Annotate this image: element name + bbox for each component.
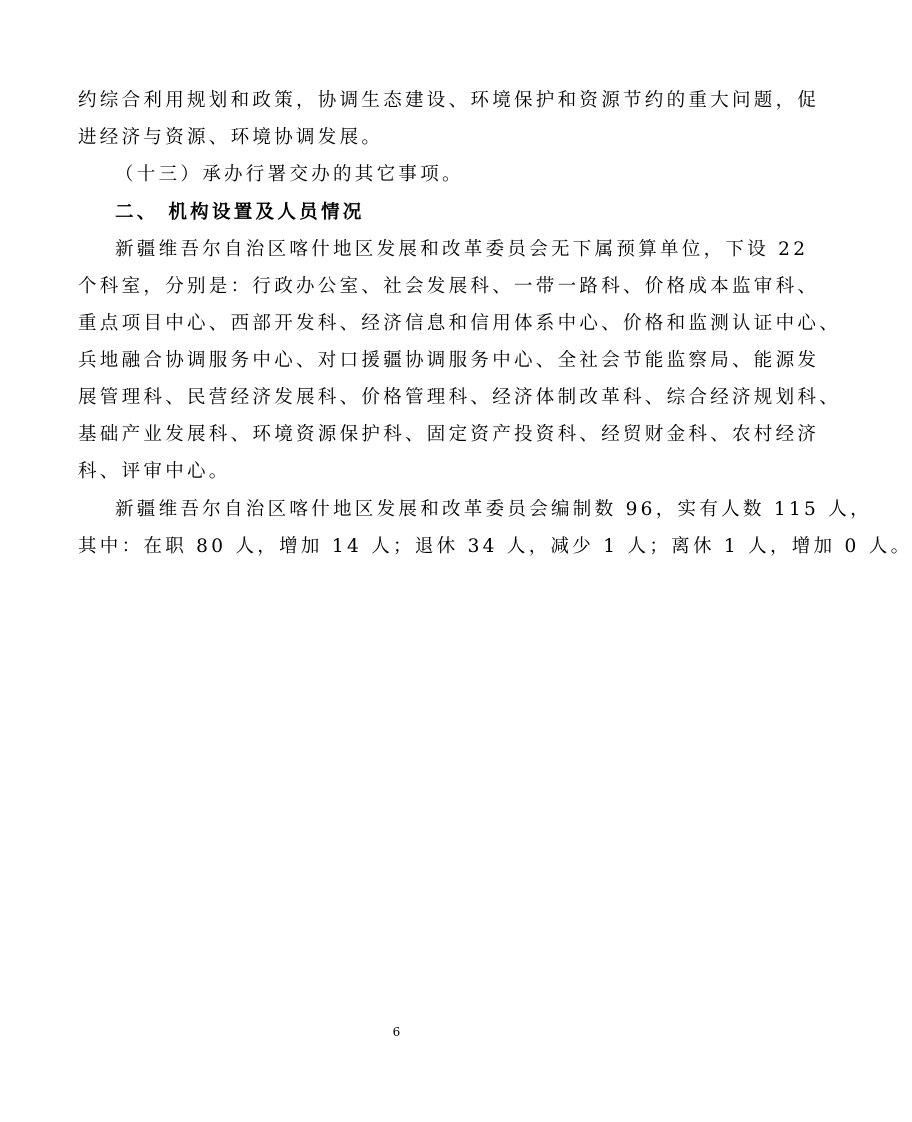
body-text-line: 新疆维吾尔自治区喀什地区发展和改革委员会无下属预算单位，下设 22: [115, 239, 809, 260]
body-text-line: 新疆维吾尔自治区喀什地区发展和改革委员会编制数 96，实有人数 115 人，: [115, 499, 872, 520]
body-text-line: 约综合利用规划和政策，协调生态建设、环境保护和资源节约的重大问题，促: [78, 90, 820, 111]
section-heading: 二、 机构设置及人员情况: [115, 202, 365, 223]
body-text-line: （十三）承办行署交办的其它事项。: [115, 164, 464, 185]
body-text-line: 重点项目中心、西部开发科、经济信息和信用体系中心、价格和监测认证中心、: [78, 313, 842, 334]
body-text-line: 进经济与资源、环境协调发展。: [78, 127, 384, 148]
body-text-line: 科、评审中心。: [78, 461, 231, 482]
body-text-line: 个科室，分别是：行政办公室、社会发展科、一带一路科、价格成本监审科、: [78, 276, 820, 297]
body-text-line: 展管理科、民营经济发展科、价格管理科、经济体制改革科、综合经济规划科、: [78, 387, 842, 408]
body-text-line: 兵地融合协调服务中心、对口援疆协调服务中心、全社会节能监察局、能源发: [78, 350, 820, 371]
body-text-line: 其中：在职 80 人，增加 14 人；退休 34 人，减少 1 人；离休 1 人，增加 0 人。: [78, 536, 912, 557]
page-number: 6: [392, 1025, 401, 1039]
body-text-line: 基础产业发展科、环境资源保护科、固定资产投资科、经贸财金科、农村经济: [78, 424, 820, 445]
